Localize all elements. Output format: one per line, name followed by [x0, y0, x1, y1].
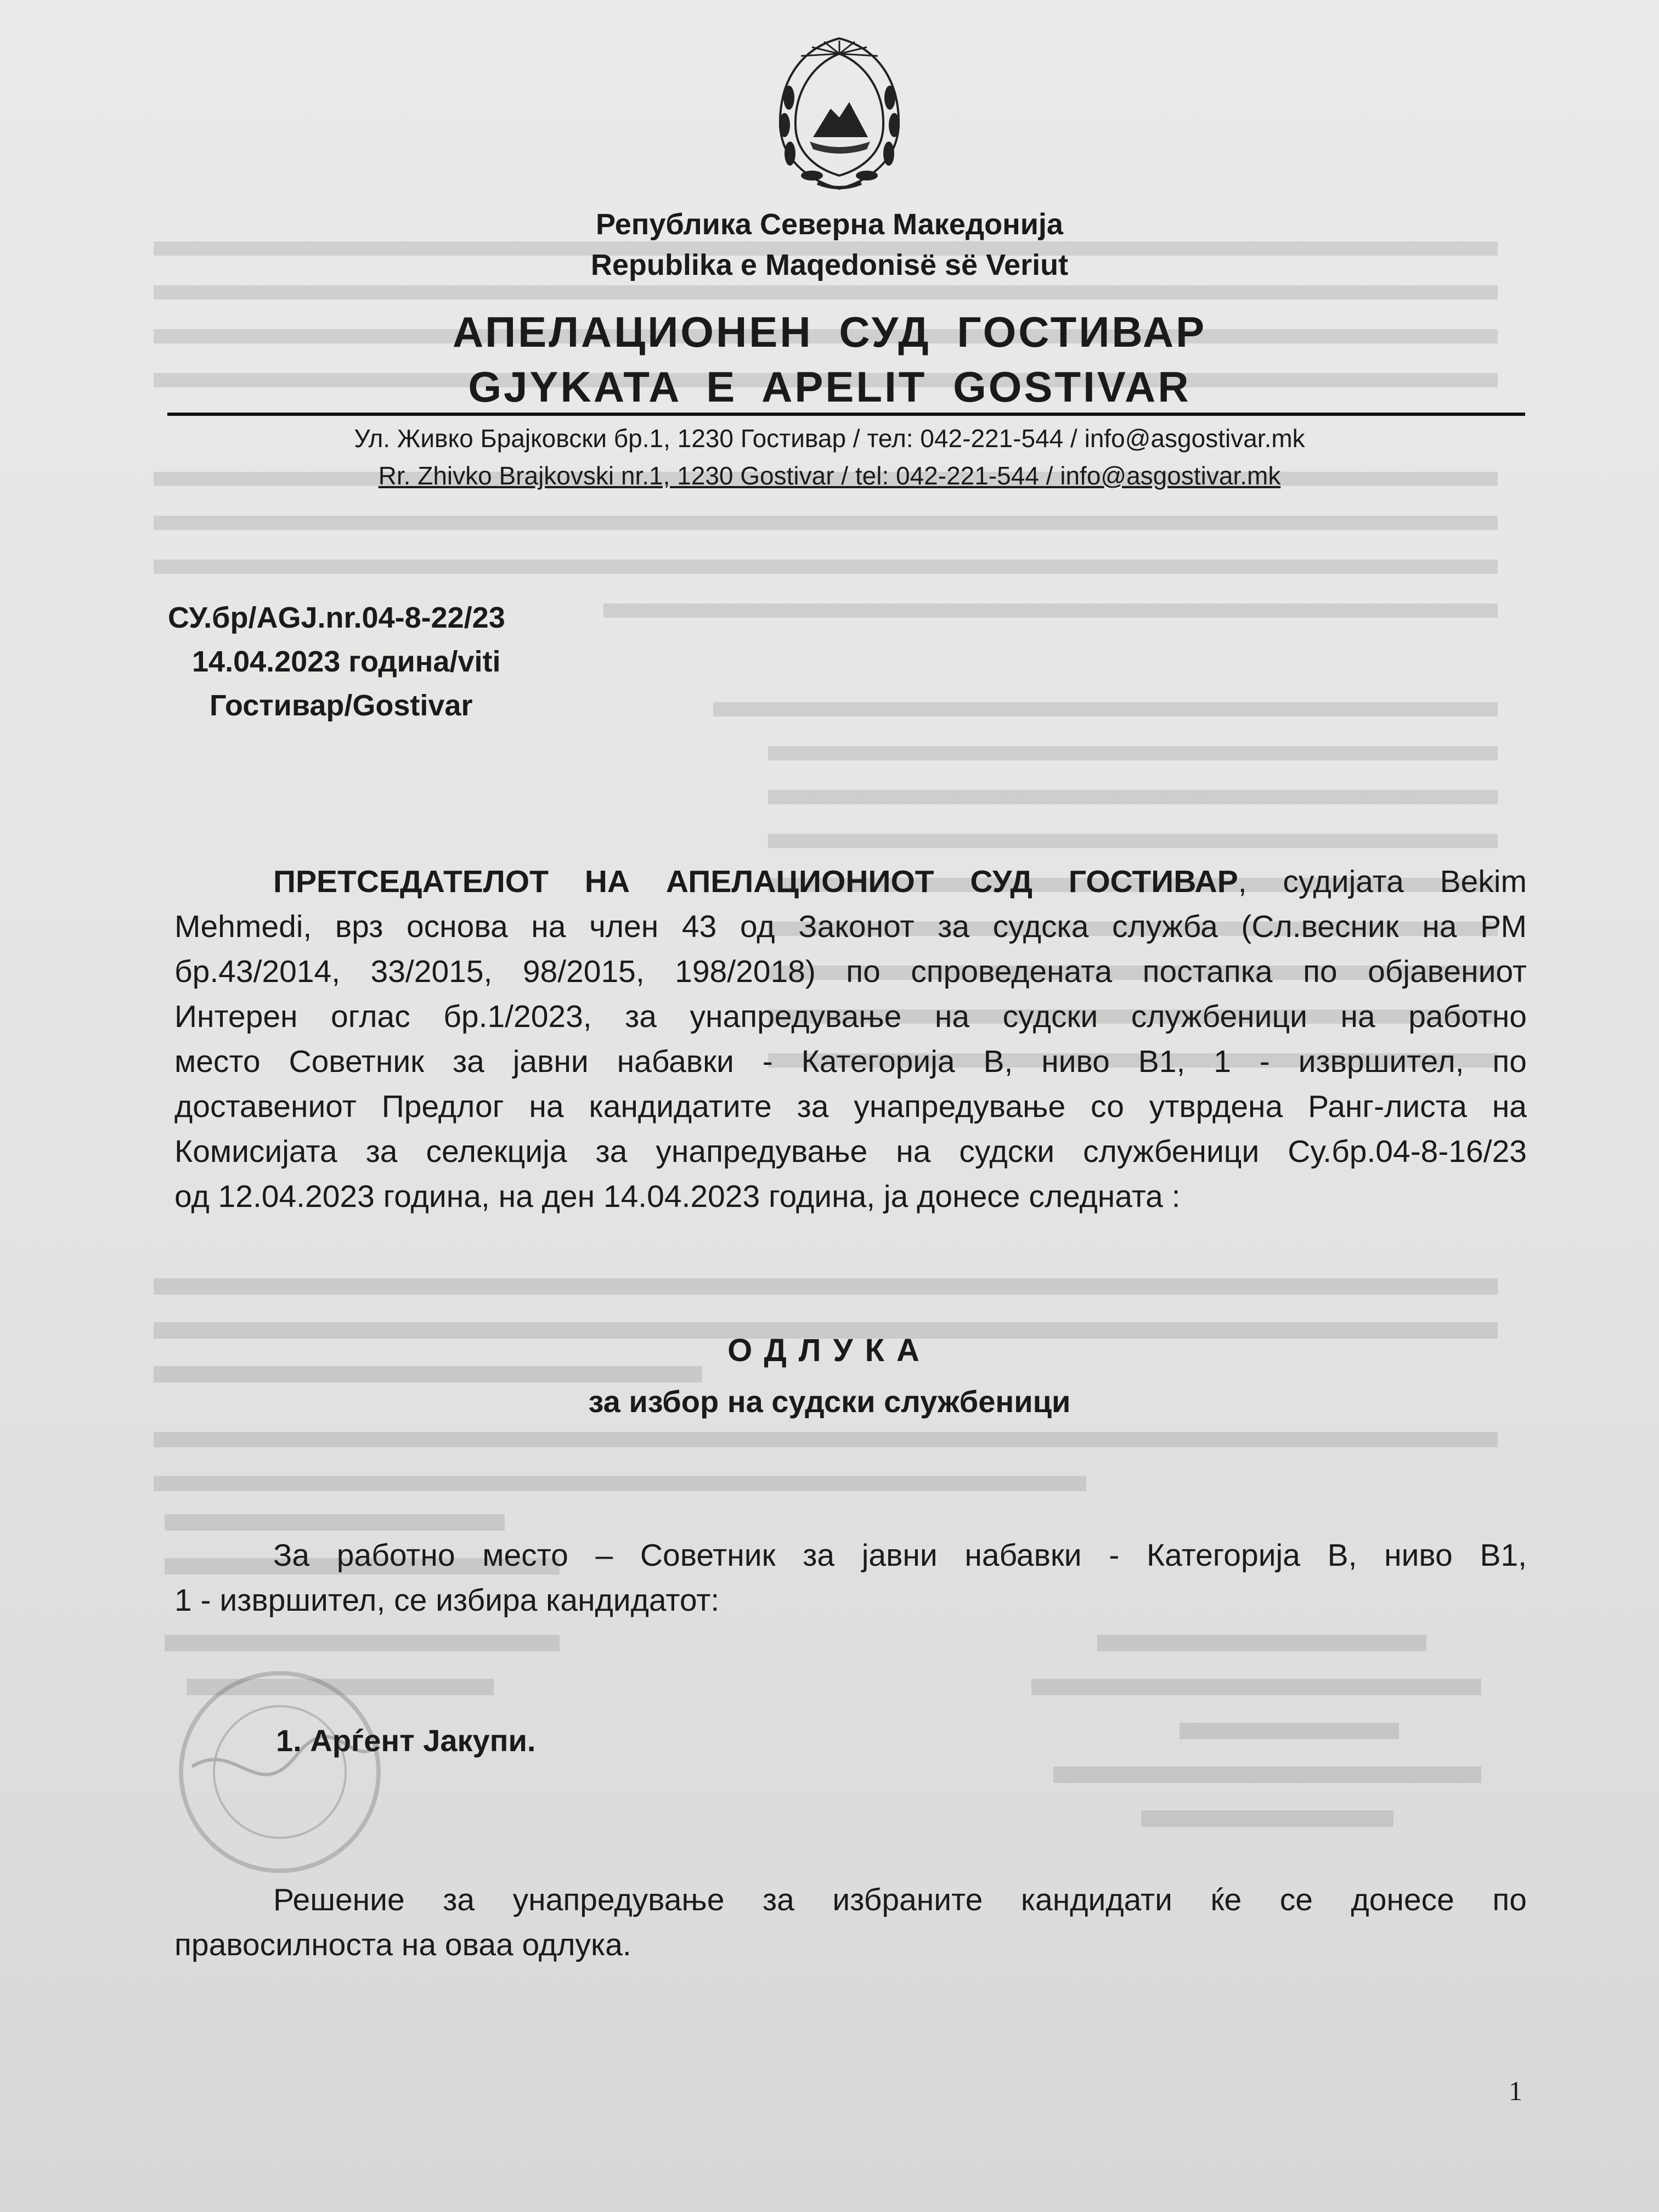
intro-line-4: Интерен оглас бр.1/2023, за унапредување на судски службеници на работно	[174, 999, 1527, 1034]
resolution-line-2: правосилноста на оваа одлука.	[174, 1927, 631, 1962]
position-line-1: За работно место – Советник за јавни набавки - Категорија В, ниво В1,	[273, 1538, 1527, 1573]
intro-line-2: Mehmedi, врз основа на член 43 од Законот за судска служба (Сл.весник на РМ	[174, 909, 1527, 944]
coat-of-arms-emblem	[763, 32, 916, 196]
intro-line-5: место Советник за јавни набавки - Категорија В, ниво В1, 1 - извршител, по	[174, 1044, 1527, 1079]
selected-candidate: 1. Арѓент Јакупи.	[276, 1723, 536, 1758]
position-line-2: 1 - извршител, се избира кандидатот:	[174, 1583, 720, 1618]
decision-subtitle: за избор на судски службеници	[588, 1384, 1071, 1419]
intro-paragraph	[174, 859, 1527, 1219]
address-mk: Ул. Живко Брајковски бр.1, 1230 Гостивар / тел: 042-221-544 / info@asgostivar.mk	[354, 424, 1305, 453]
header-divider	[167, 413, 1525, 416]
court-name-sq: GJYKATA E APELIT GOSTIVAR	[468, 363, 1191, 411]
position-paragraph	[174, 1533, 1527, 1623]
republic-name-mk: Република Северна Македонија	[596, 208, 1063, 241]
resolution-paragraph	[174, 1877, 1527, 1967]
stamp-impression	[170, 1662, 390, 1882]
reference-number: СУ.бр/AGJ.nr.04-8-22/23	[168, 601, 505, 634]
resolution-line-1: Решение за унапредување за избраните кандидати ќе се донесе по	[273, 1882, 1527, 1917]
intro-line-1: ПРЕТСЕДАТЕЛОТ НА АПЕЛАЦИОНИОТ СУД ГОСТИВАР, судијата Bekim	[273, 864, 1527, 899]
decision-title: ОДЛУКА	[727, 1333, 932, 1368]
intro-line-7: Комисијата за селекција за унапредување на судски службеници Су.бр.04-8-16/23	[174, 1134, 1527, 1169]
reference-place: Гостивар/Gostivar	[210, 689, 473, 722]
president-title: ПРЕТСЕДАТЕЛОТ НА АПЕЛАЦИОНИОТ СУД ГОСТИВАР	[273, 864, 1238, 899]
court-name-mk: АПЕЛАЦИОНЕН СУД ГОСТИВАР	[452, 308, 1207, 356]
intro-line-6: доставениот Предлог на кандидатите за унапредување со утврдена Ранг-листа на	[174, 1089, 1527, 1124]
reference-date: 14.04.2023 година/viti	[192, 645, 501, 678]
republic-name-sq: Republika e Maqedonisë së Veriut	[590, 249, 1069, 281]
intro-line-3: бр.43/2014, 33/2015, 98/2015, 198/2018) по спроведената постапка по објавениот	[174, 954, 1527, 989]
intro-line-8: од 12.04.2023 година, на ден 14.04.2023 година, ја донесе следната :	[174, 1179, 1181, 1214]
page-number: 1	[1509, 2075, 1522, 2106]
address-sq: Rr. Zhivko Brajkovski nr.1, 1230 Gostivar / tel: 042-221-544 / info@asgostivar.mk	[378, 461, 1281, 490]
